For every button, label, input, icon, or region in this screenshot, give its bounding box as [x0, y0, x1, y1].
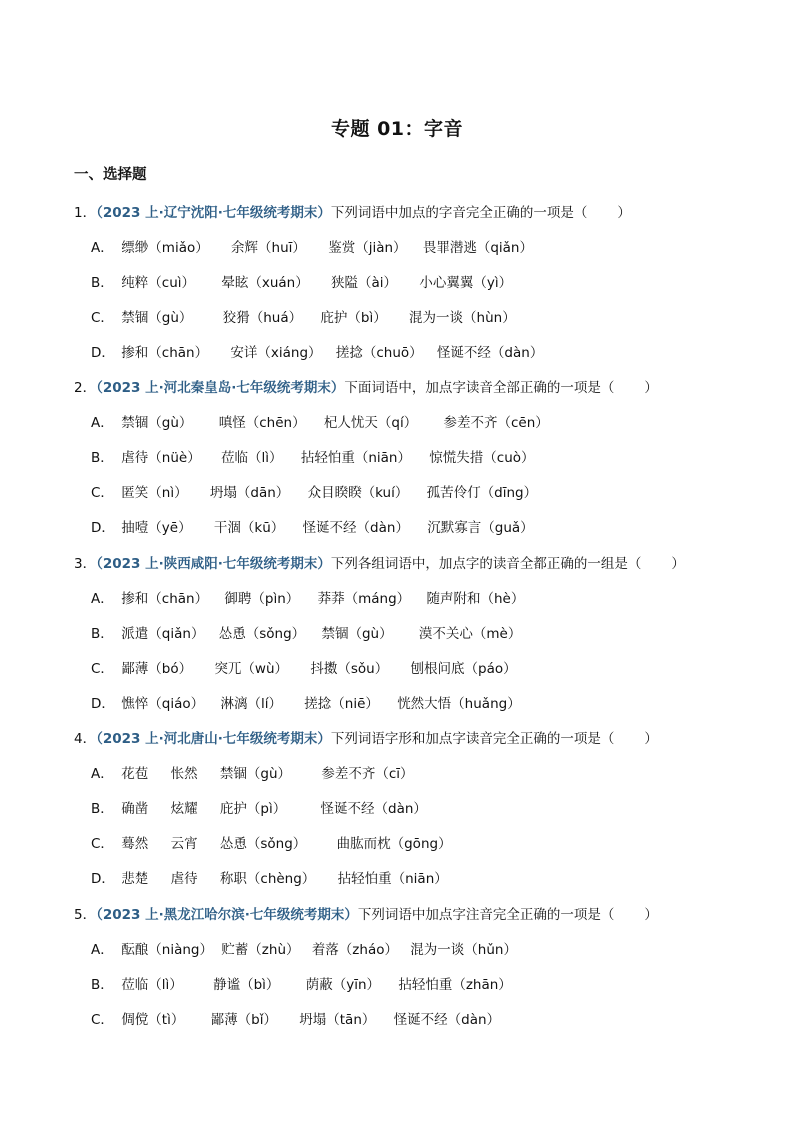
question-number: 1． — [74, 205, 97, 221]
option-word: 炫耀 — [170, 801, 198, 817]
option-word: 倜傥（tì） — [121, 1012, 185, 1028]
option-word: 怪诞不经（dàn） — [436, 345, 544, 361]
option-word: 怪诞不经（dàn） — [393, 1012, 501, 1028]
question-number: 4． — [74, 731, 97, 747]
option-a: A． 酝酿（niàng） 贮蓄（zhù） 着落（zháo） 混为一谈（hǔn） — [91, 938, 517, 958]
question-number: 2． — [74, 380, 97, 396]
option-d: D． 掺和（chān） 安详（xiáng） 搓捻（chuō） 怪诞不经（dàn） — [91, 341, 543, 361]
option-word: 突兀（wù） — [214, 661, 289, 677]
option-word: 派遣（qiǎn） — [121, 626, 205, 642]
option-word: 着落（zháo） — [311, 942, 398, 958]
option-word: 怪诞不经（dàn） — [302, 520, 409, 536]
option-word: 抖擞（sǒu） — [310, 661, 389, 677]
option-word: 余辉（huī） — [231, 240, 306, 256]
option-word: 憔悴（qiáo） — [121, 696, 205, 712]
option-word: 淋漓（lí） — [220, 696, 282, 712]
option-word: 禁锢（gù） — [121, 415, 193, 431]
option-word: 狡猾（huá） — [222, 310, 303, 326]
option-word: 御聘（pìn） — [224, 591, 300, 607]
option-b: B． 虐待（nüè） 莅临（lì） 拈轻怕重（niān） 惊慌失措（cuò） — [91, 446, 535, 466]
option-word: 静谧（bì） — [213, 977, 280, 993]
option-word: 悲楚 — [121, 871, 149, 887]
option-b: B． 纯粹（cuì） 晕眩（xuán） 狭隘（ài） 小心翼翼（yì） — [91, 271, 512, 291]
option-word: 嗔怪（chēn） — [218, 415, 306, 431]
option-word: 晕眩（xuán） — [221, 275, 309, 291]
option-word: 虐待 — [170, 871, 198, 887]
option-word: 畏罪潜逃（qiǎn） — [422, 240, 533, 256]
option-word: 漠不关心（mè） — [418, 626, 522, 642]
question-stem: 下列词语中加点字注音完全正确的一项是（ — [357, 907, 615, 923]
option-word: 缥缈（miǎo） — [121, 240, 209, 256]
option-word: 抽噎（yē） — [121, 520, 192, 536]
option-word: 众目睽睽（kuí） — [307, 485, 409, 501]
option-word: 禁锢（gù） — [321, 626, 393, 642]
option-word: 搓捻（chuō） — [335, 345, 423, 361]
option-c: C． 禁锢（gù） 狡猾（huá） 庇护（bì） 混为一谈（hùn） — [91, 306, 516, 326]
option-word: 拈轻怕重（niān） — [337, 871, 448, 887]
question-5: 5．（2023 上·黑龙江哈尔滨·七年级统考期末）下列词语中加点字注音完全正确的一项是（ ） — [74, 907, 658, 923]
option-word: 云宵 — [170, 836, 198, 852]
question-source: （2023 上·陕西咸阳·七年级统考期末） — [96, 556, 331, 572]
question-stem: 下列词语字形和加点字读音完全正确的一项是（ — [330, 731, 615, 747]
question-stem: 下列词语中加点的字音完全正确的一项是（ — [330, 205, 588, 221]
option-word: 掺和（chān） — [121, 591, 209, 607]
option-word: 莅临（lì） — [121, 977, 183, 993]
option-word: 禁锢（gù） — [121, 310, 193, 326]
option-word: 鉴赏（jiàn） — [328, 240, 407, 256]
question-1: 1．（2023 上·辽宁沈阳·七年级统考期末）下列词语中加点的字音完全正确的一项是（ ） — [74, 205, 631, 221]
option-word: 干涸（kū） — [213, 520, 285, 536]
option-word: 禁锢（gù） — [219, 766, 292, 782]
option-word: 花苞 — [121, 766, 149, 782]
option-word: 拈轻怕重（zhān） — [398, 977, 512, 993]
option-word: 酝酿（niàng） — [121, 942, 214, 958]
question-number: 3． — [74, 556, 97, 572]
option-word: 纯粹（cuì） — [121, 275, 196, 291]
question-source: （2023 上·黑龙江哈尔滨·七年级统考期末） — [96, 907, 358, 923]
option-word: 坍塌（dān） — [209, 485, 290, 501]
option-word: 拈轻怕重（niān） — [300, 450, 411, 466]
option-word: 随声附和（hè） — [426, 591, 525, 607]
section-heading: 一、选择题 — [74, 167, 147, 183]
option-word: 参差不齐（cēn） — [443, 415, 549, 431]
option-word: 莅临（lì） — [221, 450, 283, 466]
option-word: 刨根问底（páo） — [410, 661, 517, 677]
option-b: B． 莅临（lì） 静谧（bì） 荫蔽（yīn） 拈轻怕重（zhān） — [91, 973, 512, 993]
option-word: 狭隘（ài） — [331, 275, 398, 291]
option-word: 怂恿（sǒng） — [218, 626, 306, 642]
option-word: 恍然大悟（huǎng） — [397, 696, 521, 712]
option-d: D． 抽噎（yē） 干涸（kū） 怪诞不经（dàn） 沉默寡言（guǎ） — [91, 516, 534, 536]
question-source: （2023 上·河北唐山·七年级统考期末） — [96, 731, 331, 747]
option-c: C． 鄙薄（bó） 突兀（wù） 抖擞（sǒu） 刨根问底（páo） — [91, 657, 517, 677]
option-word: 曲肱而枕（gōng） — [336, 836, 452, 852]
option-b: B． 派遣（qiǎn） 怂恿（sǒng） 禁锢（gù） 漠不关心（mè） — [91, 622, 521, 642]
option-word: 怪诞不经（dàn） — [320, 801, 427, 817]
option-d: D． 悲楚 虐待 称职（chèng） 拈轻怕重（niān） — [91, 867, 448, 887]
question-source: （2023 上·辽宁沈阳·七年级统考期末） — [96, 205, 331, 221]
option-word: 贮蓄（zhù） — [221, 942, 300, 958]
option-b: B． 确凿 炫耀 庇护（pì） 怪诞不经（dàn） — [91, 797, 427, 817]
option-c: C． 蓦然 云宵 怂恿（sǒng） 曲肱而枕（gōng） — [91, 832, 452, 852]
option-word: 参差不齐（cī） — [321, 766, 414, 782]
option-word: 小心翼翼（yì） — [419, 275, 513, 291]
option-a: A． 禁锢（gù） 嗔怪（chēn） 杞人忧天（qí） 参差不齐（cēn） — [91, 411, 549, 431]
question-3: 3．（2023 上·陕西咸阳·七年级统考期末）下列各组词语中，加点字的读音全都正确的一组是（ ） — [74, 556, 685, 572]
option-word: 混为一谈（hùn） — [409, 310, 516, 326]
option-word: 沉默寡言（guǎ） — [427, 520, 534, 536]
option-word: 惊慌失措（cuò） — [429, 450, 535, 466]
page-title: 专题 01：字音 — [330, 118, 464, 140]
option-c: C． 倜傥（tì） 鄙薄（bǐ） 坍塌（tān） 怪诞不经（dàn） — [91, 1008, 500, 1028]
question-4: 4．（2023 上·河北唐山·七年级统考期末）下列词语字形和加点字读音完全正确的一项是（ ） — [74, 731, 658, 747]
option-word: 孤苦伶仃（dīng） — [426, 485, 538, 501]
option-word: 安详（xiáng） — [230, 345, 322, 361]
option-a: A． 掺和（chān） 御聘（pìn） 莽莽（máng） 随声附和（hè） — [91, 587, 524, 607]
option-word: 鄙薄（bǐ） — [210, 1012, 277, 1028]
question-stem: 下列各组词语中，加点字的读音全都正确的一组是（ — [330, 556, 642, 572]
option-word: 虐待（nüè） — [121, 450, 201, 466]
option-word: 蓦然 — [121, 836, 149, 852]
option-word: 匿笑（nì） — [121, 485, 188, 501]
option-word: 怅然 — [170, 766, 198, 782]
option-word: 掺和（chān） — [121, 345, 209, 361]
question-stem: 下面词语中，加点字读音全部正确的一项是（ — [344, 380, 615, 396]
option-word: 鄙薄（bó） — [121, 661, 193, 677]
option-word: 莽莽（máng） — [317, 591, 411, 607]
option-word: 称职（chèng） — [219, 871, 316, 887]
option-word: 怂恿（sǒng） — [219, 836, 307, 852]
option-word: 杞人忧天（qí） — [323, 415, 418, 431]
option-word: 庇护（pì） — [219, 801, 287, 817]
option-word: 庇护（bì） — [320, 310, 387, 326]
option-word: 荫蔽（yīn） — [305, 977, 381, 993]
option-word: 混为一谈（hǔn） — [410, 942, 517, 958]
question-2: 2．（2023 上·河北秦皇岛·七年级统考期末）下面词语中，加点字读音全部正确的一项是（ ） — [74, 380, 658, 396]
option-word: 坍塌（tān） — [299, 1012, 376, 1028]
option-c: C． 匿笑（nì） 坍塌（dān） 众目睽睽（kuí） 孤苦伶仃（dīng） — [91, 481, 537, 501]
option-word: 确凿 — [121, 801, 149, 817]
question-number: 5． — [74, 907, 97, 923]
option-d: D． 憔悴（qiáo） 淋漓（lí） 搓捻（niē） 恍然大悟（huǎng） — [91, 692, 521, 712]
option-word: 搓捻（niē） — [304, 696, 379, 712]
option-a: A． 花苞 怅然 禁锢（gù） 参差不齐（cī） — [91, 762, 414, 782]
option-a: A． 缥缈（miǎo） 余辉（huī） 鉴赏（jiàn） 畏罪潜逃（qiǎn） — [91, 236, 533, 256]
question-source: （2023 上·河北秦皇岛·七年级统考期末） — [96, 380, 345, 396]
